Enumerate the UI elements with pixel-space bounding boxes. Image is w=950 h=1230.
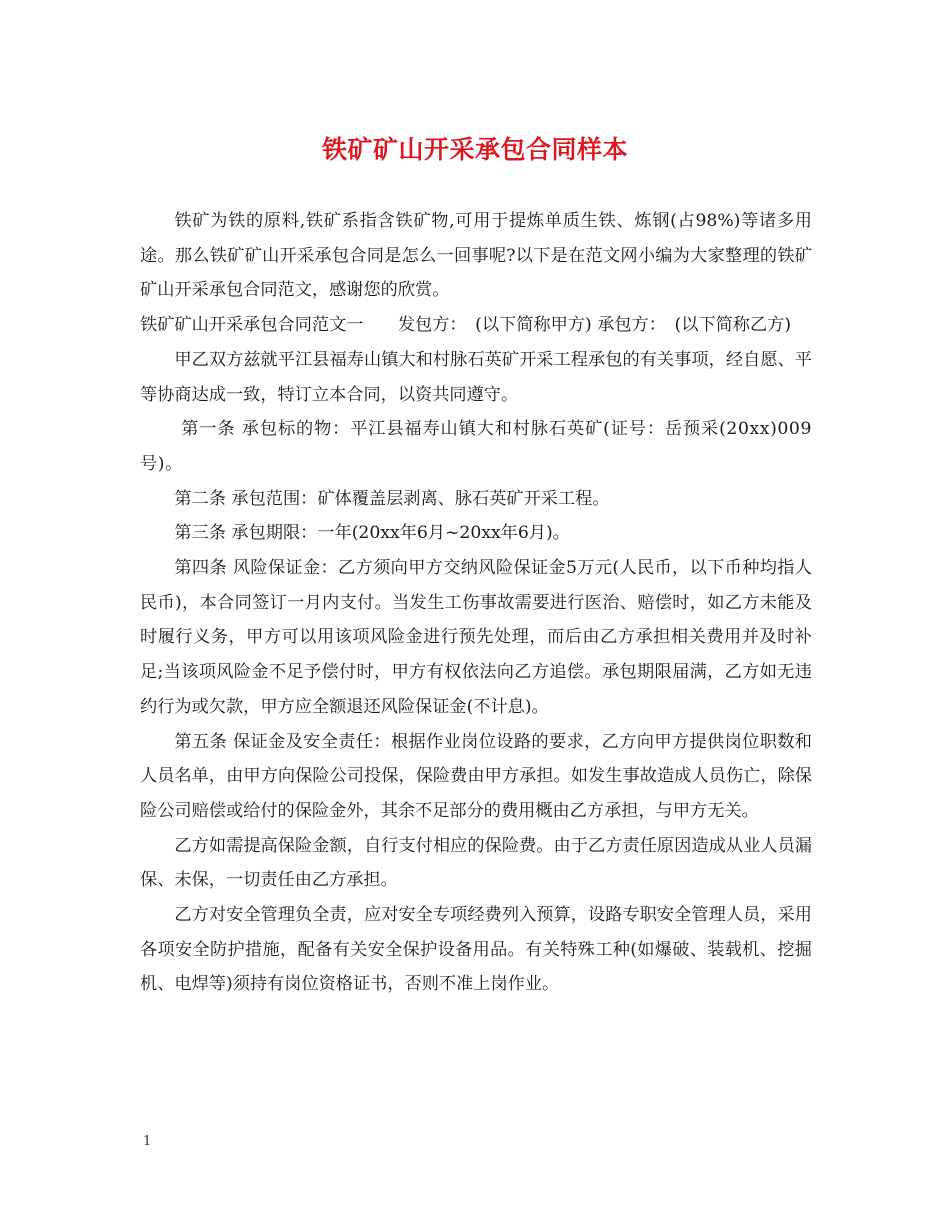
safety-paragraph: 乙方对安全管理负全责，应对安全专项经费列入预算，设路专职安全管理人员，采用各项安全防护措施，配备有关安全保护设备用品。有关特殊工种(如爆破、装载机、挖掘机、电焊等)须持有岗位资格证书，否则不准上岗作业。 bbox=[140, 905, 812, 995]
article-1-paragraph: 第一条 承包标的物：平江县福寿山镇大和村脉石英矿(证号：岳预采(20xx)009号)。 bbox=[140, 419, 812, 474]
contract-parties-line: 铁矿矿山开采承包合同范文一 发包方： (以下简称甲方) 承包方： (以下简称乙方) bbox=[140, 315, 792, 336]
insurance-paragraph: 乙方如需提高保险金额，自行支付相应的保险费。由于乙方责任原因造成从业人员漏保、未保，一切责任由乙方承担。 bbox=[140, 835, 812, 891]
article-5-paragraph: 第五条 保证金及安全责任：根据作业岗位设路的要求，乙方向甲方提供岗位职数和人员名单，由甲方向保险公司投保，保险费由甲方承担。如发生事故造成人员伤亡，除保险公司赔偿或给付的保险金外，其余不足部分的费用概由乙方承担，与甲方无关。 bbox=[140, 731, 812, 821]
document-title: 铁矿矿山开采承包合同样本 bbox=[321, 135, 628, 164]
page-number: 1 bbox=[143, 1134, 152, 1149]
article-4-paragraph: 第四条 风险保证金：乙方须向甲方交纳风险保证金5万元(人民币，以下币种均指人民币)，本合同签订一月内支付。当发生工伤事故需要进行医治、赔偿时，如乙方未能及时履行义务，甲方可以用该项风险金进行预先处理，而后由乙方承担相关费用并及时补足;当该项风险金不足予偿付时，甲方有权依法向乙方追偿。承包期限届满，乙方如无违约行为或欠款，甲方应全额退还风险保证金(不计息)。 bbox=[140, 558, 812, 717]
intro-paragraph: 铁矿为铁的原料,铁矿系指含铁矿物,可用于提炼单质生铁、炼钢(占98%)等诸多用途。那么铁矿矿山开采承包合同是怎么一回事呢?以下是在范文网小编为大家整理的铁矿矿山开采承包合同范文，感谢您的欣赏。 bbox=[140, 211, 812, 301]
preamble-paragraph: 甲乙双方兹就平江县福寿山镇大和村脉石英矿开采工程承包的有关事项，经自愿、平等协商达成一致，特订立本合同，以资共同遵守。 bbox=[140, 349, 812, 405]
article-2-paragraph: 第二条 承包范围：矿体覆盖层剥离、脉石英矿开采工程。 bbox=[174, 488, 610, 509]
document-body bbox=[140, 204, 812, 1002]
article-3-paragraph: 第三条 承包期限：一年(20xx年6月~20xx年6月)。 bbox=[174, 523, 570, 544]
